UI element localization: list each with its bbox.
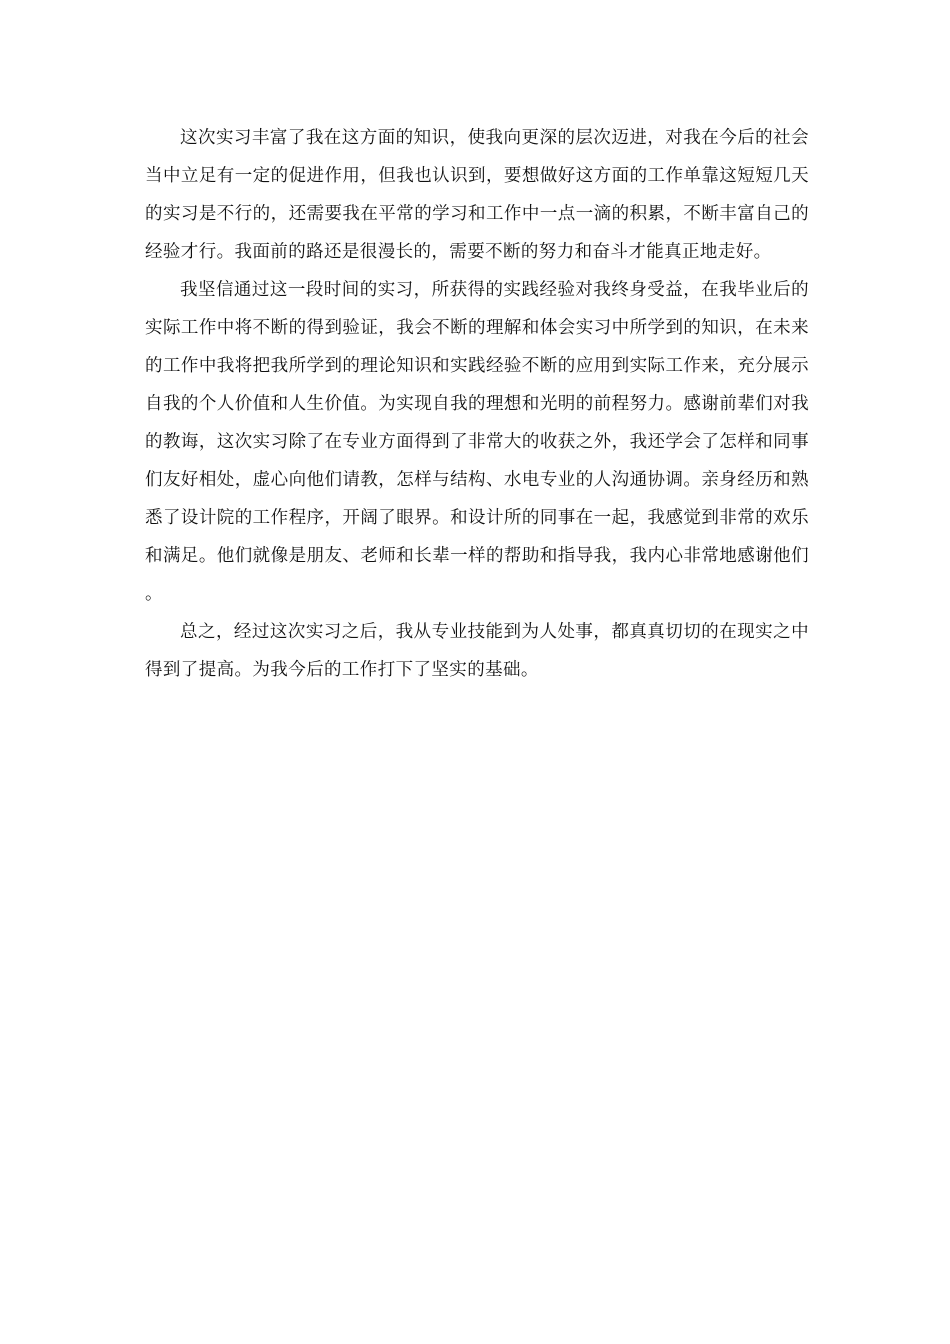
paragraph-1: 这次实习丰富了我在这方面的知识，使我向更深的层次迈进，对我在今后的社会当中立足有一定的促进作用，但我也认识到，要想做好这方面的工作单靠这短短几天的实习是不行的，还需要我在平常的学习和工作中一点一滴的积累，不断丰富自己的经验才行。我面前的路还是很漫长的，需要不断的努力和奋斗才能真正地走好。	[145, 128, 809, 262]
paragraph-2: 我坚信通过这一段时间的实习，所获得的实践经验对我终身受益，在我毕业后的实际工作中将不断的得到验证，我会不断的理解和体会实习中所学到的知识，在未来的工作中我将把我所学到的理论知识和实践经验不断的应用到实际工作来，充分展示自我的个人价值和人生价值。为实现自我的理想和光明的前程努力。感谢前辈们对我的教诲，这次实习除了在专业方面得到了非常大的收获之外，我还学会了怎样和同事们友好相处，虚心向他们请教，怎样与结构、水电专业的人沟通协调。亲身经历和熟悉了设计院的工作程序，开阔了眼界。和设计所的同事在一起，我感觉到非常的欢乐和满足。他们就像是朋友、老师和长辈一样的帮助和指导我，我内心非常地感谢他们。	[145, 280, 809, 604]
paragraph-3: 总之，经过这次实习之后，我从专业技能到为人处事，都真真切切的在现实之中得到了提高。为我今后的工作打下了坚实的基础。	[145, 622, 809, 680]
document-body	[145, 119, 809, 689]
